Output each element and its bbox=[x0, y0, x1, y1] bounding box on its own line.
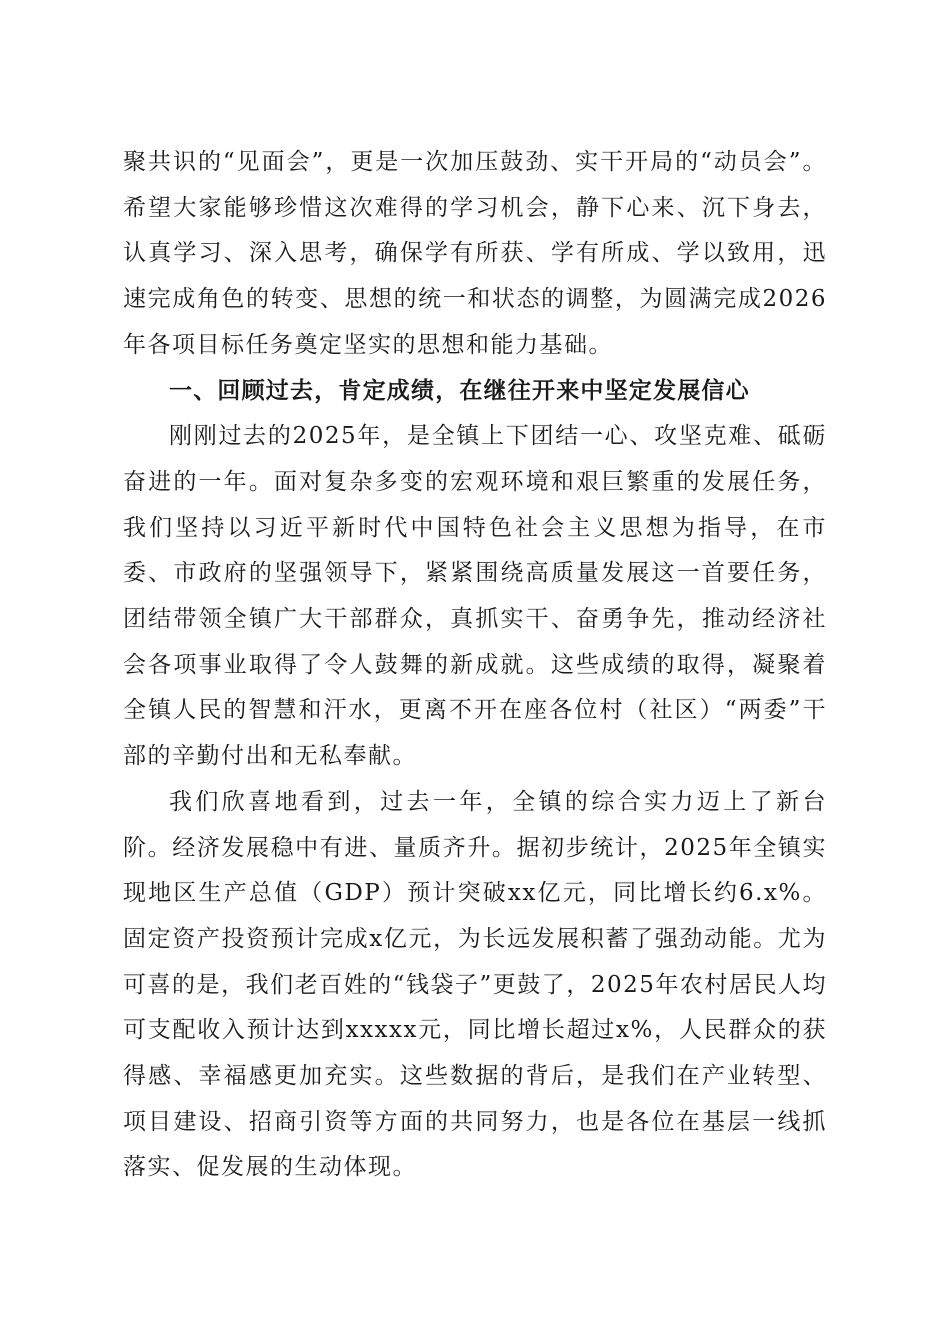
section-paragraph-1: 刚刚过去的2025年，是全镇上下团结一心、攻坚克难、砥砺奋进的一年。面对复杂多变的宏观环境和艰巨繁重的发展任务，我们坚持以习近平新时代中国特色社会主义思想为指导，在市委、市政府的坚强领导下，紧紧围绕高质量发展这一首要任务，团结带领全镇广大干部群众，真抓实干、奋勇争先，推动经济社会各项事业取得了令人鼓舞的新成就。这些成绩的取得，凝聚着全镇人民的智慧和汗水，更离不开在座各位村（社区）“两委”干部的辛勤付出和无私奉献。 bbox=[123, 423, 827, 770]
intro-paragraph: 聚共识的“见面会”，更是一次加压鼓劲、实干开局的“动员会”。希望大家能够珍惜这次难得的学习机会，静下心来、沉下身去，认真学习、深入思考，确保学有所获、学有所成、学以致用，迅速完成角色的转变、思想的统一和状态的调整，为圆满完成2026年各项目标任务奠定坚实的思想和能力基础。 bbox=[123, 149, 827, 358]
section-heading: 一、回顾过去，肯定成绩，在继往开来中坚定发展信心 bbox=[169, 377, 750, 404]
section-paragraph-2: 我们欣喜地看到，过去一年，全镇的综合实力迈上了新台阶。经济发展稳中有进、量质齐升。据初步统计，2025年全镇实现地区生产总值（GDP）预计突破xx亿元，同比增长约6.x%。固定资产投资预计完成x亿元，为长远发展积蓄了强劲动能。尤为可喜的是，我们老百姓的“钱袋子”更鼓了，2025年农村居民人均可支配收入预计达到xxxxx元，同比增长超过x%，人民群众的获得感、幸福感更加充实。这些数据的背后，是我们在产业转型、项目建设、招商引资等方面的共同努力，也是各位在基层一线抓落实、促发展的生动体现。 bbox=[123, 788, 827, 1181]
document-body bbox=[123, 140, 827, 1191]
